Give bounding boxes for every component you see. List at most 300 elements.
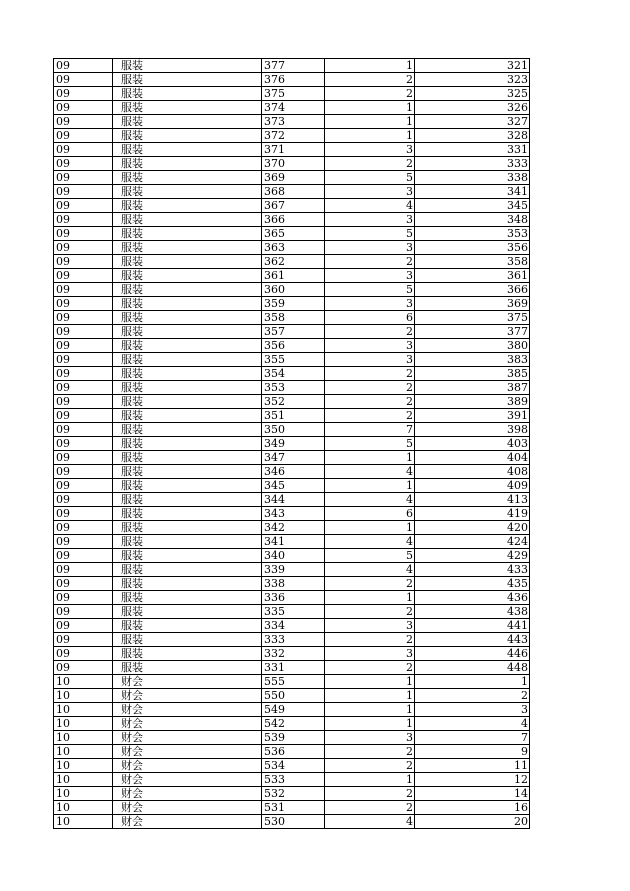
major-code-cell[interactable]: 09 bbox=[54, 647, 113, 661]
score-cell[interactable]: 536 bbox=[262, 745, 325, 759]
score-cell[interactable]: 336 bbox=[262, 591, 325, 605]
major-code-cell[interactable]: 09 bbox=[54, 213, 113, 227]
cumulative-count-cell[interactable]: 398 bbox=[415, 423, 530, 437]
major-name-cell[interactable]: 财会 bbox=[113, 801, 262, 815]
cumulative-count-cell[interactable]: 408 bbox=[415, 465, 530, 479]
major-code-cell[interactable]: 09 bbox=[54, 465, 113, 479]
table-row bbox=[54, 311, 530, 325]
major-code-cell[interactable]: 09 bbox=[54, 423, 113, 437]
table-row bbox=[54, 367, 530, 381]
major-name-cell[interactable]: 服装 bbox=[113, 647, 262, 661]
count-cell[interactable]: 1 bbox=[325, 101, 415, 115]
major-code-cell[interactable]: 09 bbox=[54, 185, 113, 199]
score-cell[interactable]: 344 bbox=[262, 493, 325, 507]
score-cell[interactable]: 361 bbox=[262, 269, 325, 283]
major-name-cell[interactable]: 服装 bbox=[113, 577, 262, 591]
cumulative-count-cell[interactable]: 326 bbox=[415, 101, 530, 115]
cumulative-count-cell[interactable]: 1 bbox=[415, 675, 530, 689]
major-code-cell[interactable]: 09 bbox=[54, 115, 113, 129]
major-name-cell[interactable]: 服装 bbox=[113, 157, 262, 171]
score-cell[interactable]: 341 bbox=[262, 535, 325, 549]
cumulative-count-cell[interactable]: 404 bbox=[415, 451, 530, 465]
cumulative-count-cell[interactable]: 429 bbox=[415, 549, 530, 563]
score-cell[interactable]: 332 bbox=[262, 647, 325, 661]
cumulative-count-cell[interactable]: 387 bbox=[415, 381, 530, 395]
table-row bbox=[54, 213, 530, 227]
major-code-cell[interactable]: 09 bbox=[54, 661, 113, 675]
cumulative-count-cell[interactable]: 385 bbox=[415, 367, 530, 381]
major-code-cell[interactable]: 09 bbox=[54, 325, 113, 339]
count-cell[interactable]: 1 bbox=[325, 115, 415, 129]
table-row bbox=[54, 465, 530, 479]
count-cell[interactable]: 2 bbox=[325, 367, 415, 381]
major-name-cell[interactable]: 服装 bbox=[113, 619, 262, 633]
count-cell[interactable]: 3 bbox=[325, 619, 415, 633]
score-cell[interactable]: 373 bbox=[262, 115, 325, 129]
major-name-cell[interactable]: 服装 bbox=[113, 535, 262, 549]
cumulative-count-cell[interactable]: 391 bbox=[415, 409, 530, 423]
major-name-cell[interactable]: 服装 bbox=[113, 661, 262, 675]
major-code-cell[interactable]: 10 bbox=[54, 717, 113, 731]
major-name-cell[interactable]: 服装 bbox=[113, 451, 262, 465]
count-cell[interactable]: 3 bbox=[325, 731, 415, 745]
major-name-cell[interactable]: 服装 bbox=[113, 465, 262, 479]
count-cell[interactable]: 4 bbox=[325, 563, 415, 577]
count-cell[interactable]: 2 bbox=[325, 759, 415, 773]
count-cell[interactable]: 5 bbox=[325, 227, 415, 241]
score-cell[interactable]: 531 bbox=[262, 801, 325, 815]
score-cell[interactable]: 350 bbox=[262, 423, 325, 437]
count-cell[interactable]: 2 bbox=[325, 605, 415, 619]
score-cell[interactable]: 355 bbox=[262, 353, 325, 367]
count-cell[interactable]: 1 bbox=[325, 773, 415, 787]
count-cell[interactable]: 2 bbox=[325, 787, 415, 801]
major-name-cell[interactable]: 服装 bbox=[113, 339, 262, 353]
cumulative-count-cell[interactable]: 345 bbox=[415, 199, 530, 213]
count-cell[interactable]: 2 bbox=[325, 633, 415, 647]
cumulative-count-cell[interactable]: 424 bbox=[415, 535, 530, 549]
score-cell[interactable]: 376 bbox=[262, 73, 325, 87]
major-name-cell[interactable]: 财会 bbox=[113, 675, 262, 689]
major-code-cell[interactable]: 10 bbox=[54, 815, 113, 829]
count-cell[interactable]: 6 bbox=[325, 507, 415, 521]
major-name-cell[interactable]: 服装 bbox=[113, 395, 262, 409]
score-cell[interactable]: 343 bbox=[262, 507, 325, 521]
major-name-cell[interactable]: 财会 bbox=[113, 773, 262, 787]
count-cell[interactable]: 3 bbox=[325, 297, 415, 311]
score-cell[interactable]: 366 bbox=[262, 213, 325, 227]
count-cell[interactable]: 7 bbox=[325, 423, 415, 437]
major-name-cell[interactable]: 服装 bbox=[113, 283, 262, 297]
score-cell[interactable]: 542 bbox=[262, 717, 325, 731]
major-code-cell[interactable]: 09 bbox=[54, 507, 113, 521]
table-row bbox=[54, 129, 530, 143]
table-row bbox=[54, 549, 530, 563]
score-cell[interactable]: 534 bbox=[262, 759, 325, 773]
major-name-cell[interactable]: 服装 bbox=[113, 521, 262, 535]
score-cell[interactable]: 335 bbox=[262, 605, 325, 619]
count-cell[interactable]: 5 bbox=[325, 549, 415, 563]
major-code-cell[interactable]: 09 bbox=[54, 535, 113, 549]
score-cell[interactable]: 369 bbox=[262, 171, 325, 185]
table-row bbox=[54, 101, 530, 115]
count-cell[interactable]: 3 bbox=[325, 185, 415, 199]
count-cell[interactable]: 2 bbox=[325, 87, 415, 101]
cumulative-count-cell[interactable]: 420 bbox=[415, 521, 530, 535]
major-name-cell[interactable]: 服装 bbox=[113, 437, 262, 451]
major-name-cell[interactable]: 服装 bbox=[113, 143, 262, 157]
major-code-cell[interactable]: 09 bbox=[54, 591, 113, 605]
major-name-cell[interactable]: 服装 bbox=[113, 353, 262, 367]
major-code-cell[interactable]: 09 bbox=[54, 269, 113, 283]
major-name-cell[interactable]: 服装 bbox=[113, 129, 262, 143]
major-code-cell[interactable]: 09 bbox=[54, 549, 113, 563]
major-code-cell[interactable]: 10 bbox=[54, 759, 113, 773]
score-cell[interactable]: 358 bbox=[262, 311, 325, 325]
count-cell[interactable]: 5 bbox=[325, 283, 415, 297]
major-name-cell[interactable]: 服装 bbox=[113, 549, 262, 563]
major-name-cell[interactable]: 服装 bbox=[113, 115, 262, 129]
cumulative-count-cell[interactable]: 16 bbox=[415, 801, 530, 815]
count-cell[interactable]: 2 bbox=[325, 255, 415, 269]
score-cell[interactable]: 539 bbox=[262, 731, 325, 745]
major-code-cell[interactable]: 09 bbox=[54, 381, 113, 395]
score-cell[interactable]: 362 bbox=[262, 255, 325, 269]
count-cell[interactable]: 4 bbox=[325, 465, 415, 479]
major-name-cell[interactable]: 服装 bbox=[113, 227, 262, 241]
table-row bbox=[54, 633, 530, 647]
major-code-cell[interactable]: 09 bbox=[54, 199, 113, 213]
table-row bbox=[54, 731, 530, 745]
count-cell[interactable]: 2 bbox=[325, 801, 415, 815]
score-cell[interactable]: 340 bbox=[262, 549, 325, 563]
score-cell[interactable]: 345 bbox=[262, 479, 325, 493]
count-cell[interactable]: 2 bbox=[325, 745, 415, 759]
cumulative-count-cell[interactable]: 338 bbox=[415, 171, 530, 185]
major-name-cell[interactable]: 服装 bbox=[113, 367, 262, 381]
major-code-cell[interactable]: 10 bbox=[54, 703, 113, 717]
major-code-cell[interactable]: 09 bbox=[54, 633, 113, 647]
major-name-cell[interactable]: 财会 bbox=[113, 717, 262, 731]
table-row bbox=[54, 619, 530, 633]
count-cell[interactable]: 5 bbox=[325, 171, 415, 185]
count-cell[interactable]: 2 bbox=[325, 577, 415, 591]
major-name-cell[interactable]: 服装 bbox=[113, 423, 262, 437]
score-cell[interactable]: 365 bbox=[262, 227, 325, 241]
major-name-cell[interactable]: 服装 bbox=[113, 59, 262, 73]
cumulative-count-cell[interactable]: 375 bbox=[415, 311, 530, 325]
count-cell[interactable]: 4 bbox=[325, 535, 415, 549]
cumulative-count-cell[interactable]: 14 bbox=[415, 787, 530, 801]
score-cell[interactable]: 368 bbox=[262, 185, 325, 199]
score-cell[interactable]: 360 bbox=[262, 283, 325, 297]
score-cell[interactable]: 353 bbox=[262, 381, 325, 395]
count-cell[interactable]: 4 bbox=[325, 815, 415, 829]
major-name-cell[interactable]: 服装 bbox=[113, 507, 262, 521]
major-code-cell[interactable]: 09 bbox=[54, 367, 113, 381]
table-row bbox=[54, 171, 530, 185]
cumulative-count-cell[interactable]: 438 bbox=[415, 605, 530, 619]
major-code-cell[interactable]: 09 bbox=[54, 605, 113, 619]
score-cell[interactable]: 342 bbox=[262, 521, 325, 535]
score-cell[interactable]: 354 bbox=[262, 367, 325, 381]
cumulative-count-cell[interactable]: 389 bbox=[415, 395, 530, 409]
score-cell[interactable]: 533 bbox=[262, 773, 325, 787]
major-name-cell[interactable]: 服装 bbox=[113, 241, 262, 255]
cumulative-count-cell[interactable]: 380 bbox=[415, 339, 530, 353]
table-row bbox=[54, 815, 530, 829]
major-name-cell[interactable]: 财会 bbox=[113, 745, 262, 759]
major-code-cell[interactable]: 09 bbox=[54, 171, 113, 185]
cumulative-count-cell[interactable]: 435 bbox=[415, 577, 530, 591]
count-cell[interactable]: 3 bbox=[325, 339, 415, 353]
cumulative-count-cell[interactable]: 448 bbox=[415, 661, 530, 675]
major-name-cell[interactable]: 财会 bbox=[113, 815, 262, 829]
count-cell[interactable]: 2 bbox=[325, 73, 415, 87]
major-code-cell[interactable]: 10 bbox=[54, 787, 113, 801]
cumulative-count-cell[interactable]: 441 bbox=[415, 619, 530, 633]
score-cell[interactable]: 367 bbox=[262, 199, 325, 213]
major-code-cell[interactable]: 09 bbox=[54, 157, 113, 171]
major-name-cell[interactable]: 财会 bbox=[113, 689, 262, 703]
score-cell[interactable]: 370 bbox=[262, 157, 325, 171]
cumulative-count-cell[interactable]: 403 bbox=[415, 437, 530, 451]
major-name-cell[interactable]: 财会 bbox=[113, 787, 262, 801]
score-cell[interactable]: 374 bbox=[262, 101, 325, 115]
table-row bbox=[54, 325, 530, 339]
count-cell[interactable]: 1 bbox=[325, 479, 415, 493]
count-cell[interactable]: 1 bbox=[325, 675, 415, 689]
count-cell[interactable]: 1 bbox=[325, 521, 415, 535]
table-row bbox=[54, 255, 530, 269]
count-cell[interactable]: 6 bbox=[325, 311, 415, 325]
major-code-cell[interactable]: 09 bbox=[54, 339, 113, 353]
score-cell[interactable]: 363 bbox=[262, 241, 325, 255]
score-cell[interactable]: 371 bbox=[262, 143, 325, 157]
count-cell[interactable]: 3 bbox=[325, 213, 415, 227]
cumulative-count-cell[interactable]: 409 bbox=[415, 479, 530, 493]
major-name-cell[interactable]: 服装 bbox=[113, 87, 262, 101]
major-code-cell[interactable]: 09 bbox=[54, 577, 113, 591]
cumulative-count-cell[interactable]: 327 bbox=[415, 115, 530, 129]
count-cell[interactable]: 1 bbox=[325, 591, 415, 605]
score-cell[interactable]: 532 bbox=[262, 787, 325, 801]
count-cell[interactable]: 2 bbox=[325, 157, 415, 171]
cumulative-count-cell[interactable]: 383 bbox=[415, 353, 530, 367]
score-cell[interactable]: 347 bbox=[262, 451, 325, 465]
major-code-cell[interactable]: 09 bbox=[54, 409, 113, 423]
cumulative-count-cell[interactable]: 377 bbox=[415, 325, 530, 339]
score-cell[interactable]: 530 bbox=[262, 815, 325, 829]
major-code-cell[interactable]: 10 bbox=[54, 801, 113, 815]
table-row bbox=[54, 283, 530, 297]
count-cell[interactable]: 1 bbox=[325, 689, 415, 703]
cumulative-count-cell[interactable]: 321 bbox=[415, 59, 530, 73]
score-cell[interactable]: 352 bbox=[262, 395, 325, 409]
table-row bbox=[54, 185, 530, 199]
major-name-cell[interactable]: 服装 bbox=[113, 311, 262, 325]
major-name-cell[interactable]: 服装 bbox=[113, 213, 262, 227]
cumulative-count-cell[interactable]: 12 bbox=[415, 773, 530, 787]
major-name-cell[interactable]: 服装 bbox=[113, 563, 262, 577]
count-cell[interactable]: 2 bbox=[325, 381, 415, 395]
major-code-cell[interactable]: 09 bbox=[54, 87, 113, 101]
major-name-cell[interactable]: 服装 bbox=[113, 199, 262, 213]
major-code-cell[interactable]: 10 bbox=[54, 773, 113, 787]
count-cell[interactable]: 1 bbox=[325, 703, 415, 717]
count-cell[interactable]: 4 bbox=[325, 493, 415, 507]
cumulative-count-cell[interactable]: 325 bbox=[415, 87, 530, 101]
cumulative-count-cell[interactable]: 353 bbox=[415, 227, 530, 241]
score-cell[interactable]: 357 bbox=[262, 325, 325, 339]
major-code-cell[interactable]: 09 bbox=[54, 129, 113, 143]
score-cell[interactable]: 549 bbox=[262, 703, 325, 717]
cumulative-count-cell[interactable]: 366 bbox=[415, 283, 530, 297]
major-name-cell[interactable]: 财会 bbox=[113, 703, 262, 717]
major-code-cell[interactable]: 09 bbox=[54, 311, 113, 325]
score-cell[interactable]: 356 bbox=[262, 339, 325, 353]
major-name-cell[interactable]: 服装 bbox=[113, 409, 262, 423]
cumulative-count-cell[interactable]: 2 bbox=[415, 689, 530, 703]
cumulative-count-cell[interactable]: 413 bbox=[415, 493, 530, 507]
table-row bbox=[54, 339, 530, 353]
major-code-cell[interactable]: 09 bbox=[54, 255, 113, 269]
cumulative-count-cell[interactable]: 361 bbox=[415, 269, 530, 283]
score-cell[interactable]: 346 bbox=[262, 465, 325, 479]
major-code-cell[interactable]: 09 bbox=[54, 59, 113, 73]
major-code-cell[interactable]: 09 bbox=[54, 479, 113, 493]
cumulative-count-cell[interactable]: 443 bbox=[415, 633, 530, 647]
score-cell[interactable]: 372 bbox=[262, 129, 325, 143]
major-code-cell[interactable]: 09 bbox=[54, 227, 113, 241]
major-code-cell[interactable]: 10 bbox=[54, 675, 113, 689]
major-name-cell[interactable]: 服装 bbox=[113, 493, 262, 507]
cumulative-count-cell[interactable]: 323 bbox=[415, 73, 530, 87]
major-name-cell[interactable]: 服装 bbox=[113, 101, 262, 115]
count-cell[interactable]: 2 bbox=[325, 325, 415, 339]
cumulative-count-cell[interactable]: 328 bbox=[415, 129, 530, 143]
cumulative-count-cell[interactable]: 369 bbox=[415, 297, 530, 311]
cumulative-count-cell[interactable]: 446 bbox=[415, 647, 530, 661]
count-cell[interactable]: 1 bbox=[325, 129, 415, 143]
major-code-cell[interactable]: 09 bbox=[54, 143, 113, 157]
score-cell[interactable]: 550 bbox=[262, 689, 325, 703]
major-name-cell[interactable]: 服装 bbox=[113, 591, 262, 605]
count-cell[interactable]: 5 bbox=[325, 437, 415, 451]
major-name-cell[interactable]: 服装 bbox=[113, 171, 262, 185]
major-name-cell[interactable]: 服装 bbox=[113, 633, 262, 647]
major-code-cell[interactable]: 09 bbox=[54, 395, 113, 409]
major-code-cell[interactable]: 09 bbox=[54, 437, 113, 451]
major-name-cell[interactable]: 服装 bbox=[113, 381, 262, 395]
count-cell[interactable]: 2 bbox=[325, 395, 415, 409]
major-code-cell[interactable]: 09 bbox=[54, 73, 113, 87]
cumulative-count-cell[interactable]: 356 bbox=[415, 241, 530, 255]
table-row bbox=[54, 395, 530, 409]
count-cell[interactable]: 2 bbox=[325, 661, 415, 675]
major-code-cell[interactable]: 09 bbox=[54, 297, 113, 311]
cumulative-count-cell[interactable]: 3 bbox=[415, 703, 530, 717]
major-code-cell[interactable]: 09 bbox=[54, 353, 113, 367]
count-cell[interactable]: 1 bbox=[325, 717, 415, 731]
cumulative-count-cell[interactable]: 20 bbox=[415, 815, 530, 829]
major-code-cell[interactable]: 09 bbox=[54, 619, 113, 633]
count-cell[interactable]: 4 bbox=[325, 199, 415, 213]
major-name-cell[interactable]: 财会 bbox=[113, 731, 262, 745]
cumulative-count-cell[interactable]: 7 bbox=[415, 731, 530, 745]
major-name-cell[interactable]: 财会 bbox=[113, 759, 262, 773]
table-row bbox=[54, 199, 530, 213]
major-name-cell[interactable]: 服装 bbox=[113, 325, 262, 339]
cumulative-count-cell[interactable]: 436 bbox=[415, 591, 530, 605]
major-name-cell[interactable]: 服装 bbox=[113, 185, 262, 199]
major-name-cell[interactable]: 服装 bbox=[113, 605, 262, 619]
cumulative-count-cell[interactable]: 348 bbox=[415, 213, 530, 227]
count-cell[interactable]: 3 bbox=[325, 269, 415, 283]
count-cell[interactable]: 2 bbox=[325, 409, 415, 423]
score-cell[interactable]: 359 bbox=[262, 297, 325, 311]
score-cell[interactable]: 339 bbox=[262, 563, 325, 577]
cumulative-count-cell[interactable]: 419 bbox=[415, 507, 530, 521]
table-row bbox=[54, 563, 530, 577]
cumulative-count-cell[interactable]: 4 bbox=[415, 717, 530, 731]
score-cell[interactable]: 555 bbox=[262, 675, 325, 689]
cumulative-count-cell[interactable]: 331 bbox=[415, 143, 530, 157]
major-code-cell[interactable]: 09 bbox=[54, 101, 113, 115]
major-code-cell[interactable]: 09 bbox=[54, 493, 113, 507]
major-code-cell[interactable]: 09 bbox=[54, 283, 113, 297]
count-cell[interactable]: 1 bbox=[325, 451, 415, 465]
cumulative-count-cell[interactable]: 433 bbox=[415, 563, 530, 577]
score-cell[interactable]: 331 bbox=[262, 661, 325, 675]
count-cell[interactable]: 3 bbox=[325, 647, 415, 661]
major-code-cell[interactable]: 10 bbox=[54, 689, 113, 703]
major-name-cell[interactable]: 服装 bbox=[113, 73, 262, 87]
major-code-cell[interactable]: 09 bbox=[54, 451, 113, 465]
table-row bbox=[54, 787, 530, 801]
major-name-cell[interactable]: 服装 bbox=[113, 297, 262, 311]
major-code-cell[interactable]: 10 bbox=[54, 745, 113, 759]
major-code-cell[interactable]: 09 bbox=[54, 241, 113, 255]
cumulative-count-cell[interactable]: 341 bbox=[415, 185, 530, 199]
score-cell[interactable]: 349 bbox=[262, 437, 325, 451]
score-cell[interactable]: 375 bbox=[262, 87, 325, 101]
major-code-cell[interactable]: 09 bbox=[54, 563, 113, 577]
table-row bbox=[54, 157, 530, 171]
score-cell[interactable]: 334 bbox=[262, 619, 325, 633]
major-code-cell[interactable]: 09 bbox=[54, 521, 113, 535]
cumulative-count-cell[interactable]: 333 bbox=[415, 157, 530, 171]
cumulative-count-cell[interactable]: 358 bbox=[415, 255, 530, 269]
cumulative-count-cell[interactable]: 9 bbox=[415, 745, 530, 759]
count-cell[interactable]: 3 bbox=[325, 353, 415, 367]
score-cell[interactable]: 377 bbox=[262, 59, 325, 73]
major-name-cell[interactable]: 服装 bbox=[113, 255, 262, 269]
count-cell[interactable]: 3 bbox=[325, 143, 415, 157]
major-code-cell[interactable]: 10 bbox=[54, 731, 113, 745]
cumulative-count-cell[interactable]: 11 bbox=[415, 759, 530, 773]
table-row bbox=[54, 507, 530, 521]
table-row bbox=[54, 423, 530, 437]
major-name-cell[interactable]: 服装 bbox=[113, 479, 262, 493]
count-cell[interactable]: 1 bbox=[325, 59, 415, 73]
score-cell[interactable]: 351 bbox=[262, 409, 325, 423]
major-name-cell[interactable]: 服装 bbox=[113, 269, 262, 283]
count-cell[interactable]: 3 bbox=[325, 241, 415, 255]
score-cell[interactable]: 338 bbox=[262, 577, 325, 591]
score-cell[interactable]: 333 bbox=[262, 633, 325, 647]
table-row bbox=[54, 647, 530, 661]
